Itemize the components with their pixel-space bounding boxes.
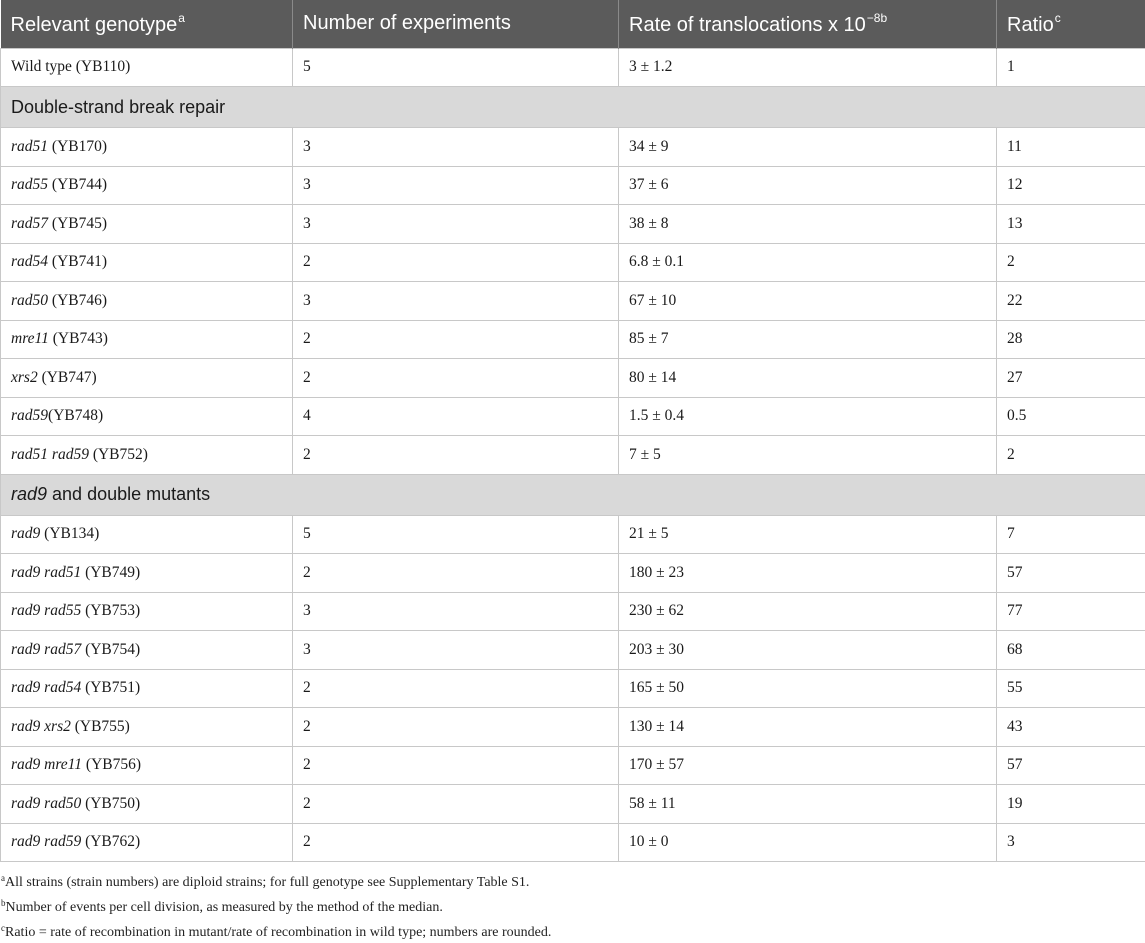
gene-name: rad9 [11, 484, 47, 504]
table-row [1, 205, 1145, 244]
cell-experiments: 3 [293, 631, 619, 670]
cell-rate: 10 ± 0 [619, 823, 997, 862]
gene-name: rad51 rad59 [11, 446, 89, 463]
cell-genotype [1, 592, 293, 631]
cell-ratio: 43 [997, 708, 1145, 747]
footnote-text: Number of events per cell division, as measured by the method of the median. [6, 900, 443, 915]
table-row [1, 320, 1145, 359]
gene-name: rad9 rad54 [11, 679, 81, 696]
header-experiments-label: Number of experiments [303, 12, 511, 34]
footnote-mark: a [1, 873, 5, 883]
footnote [1, 893, 1145, 918]
cell-ratio: 12 [997, 166, 1145, 205]
cell-genotype [1, 205, 293, 244]
cell-rate: 37 ± 6 [619, 166, 997, 205]
strain-text: (YB747) [38, 369, 97, 386]
cell-ratio: 7 [997, 515, 1145, 554]
header-row [1, 0, 1145, 48]
cell-genotype [1, 320, 293, 359]
section-label [1, 87, 1145, 128]
cell-rate: 21 ± 5 [619, 515, 997, 554]
cell-ratio: 3 [997, 823, 1145, 862]
cell-rate: 230 ± 62 [619, 592, 997, 631]
cell-genotype [1, 515, 293, 554]
cell-genotype [1, 554, 293, 593]
cell-rate: 180 ± 23 [619, 554, 997, 593]
cell-experiments: 3 [293, 166, 619, 205]
strain-text: and double mutants [47, 484, 210, 504]
gene-name: xrs2 [11, 369, 38, 386]
strain-text: (YB748) [48, 407, 103, 424]
cell-experiments: 2 [293, 320, 619, 359]
header-ratio-sup: c [1055, 11, 1061, 25]
cell-ratio: 27 [997, 359, 1145, 398]
table-row [1, 166, 1145, 205]
table-row [1, 554, 1145, 593]
table-row [1, 359, 1145, 398]
footnote-mark: b [1, 898, 6, 908]
cell-rate: 80 ± 14 [619, 359, 997, 398]
strain-text: Double-strand break repair [11, 97, 225, 117]
cell-rate: 203 ± 30 [619, 631, 997, 670]
header-genotype-sup: a [178, 11, 185, 25]
cell-ratio: 0.5 [997, 397, 1145, 436]
cell-rate: 34 ± 9 [619, 128, 997, 167]
cell-rate: 85 ± 7 [619, 320, 997, 359]
strain-text: (YB755) [71, 718, 130, 735]
table-row [1, 436, 1145, 475]
cell-rate: 38 ± 8 [619, 205, 997, 244]
footnote-text: All strains (strain numbers) are diploid strains; for full genotype see Supplementary Table S1. [5, 875, 529, 890]
cell-ratio: 77 [997, 592, 1145, 631]
header-genotype [1, 0, 293, 48]
table-row [1, 592, 1145, 631]
gene-name: rad9 rad55 [11, 602, 81, 619]
cell-experiments: 5 [293, 48, 619, 87]
cell-ratio: 11 [997, 128, 1145, 167]
cell-rate: 170 ± 57 [619, 746, 997, 785]
cell-genotype [1, 823, 293, 862]
gene-name: rad54 [11, 253, 48, 270]
strain-text: (YB750) [81, 795, 140, 812]
table-row [1, 746, 1145, 785]
cell-rate: 7 ± 5 [619, 436, 997, 475]
table-row [1, 669, 1145, 708]
header-genotype-label: Relevant genotype [11, 14, 178, 36]
gene-name: rad9 mre11 [11, 756, 82, 773]
cell-rate: 3 ± 1.2 [619, 48, 997, 87]
cell-experiments: 2 [293, 746, 619, 785]
gene-name: rad9 rad57 [11, 641, 81, 658]
cell-experiments: 3 [293, 128, 619, 167]
table-row [1, 128, 1145, 167]
cell-experiments: 4 [293, 397, 619, 436]
cell-ratio: 2 [997, 436, 1145, 475]
cell-genotype [1, 631, 293, 670]
cell-rate: 67 ± 10 [619, 282, 997, 321]
cell-genotype [1, 166, 293, 205]
gene-name: rad9 rad59 [11, 833, 81, 850]
cell-rate: 6.8 ± 0.1 [619, 243, 997, 282]
table-row [1, 708, 1145, 747]
table-row [1, 282, 1145, 321]
strain-text: (YB754) [81, 641, 140, 658]
footnote-mark: c [1, 923, 5, 933]
table-row [1, 631, 1145, 670]
cell-genotype [1, 397, 293, 436]
cell-experiments: 2 [293, 785, 619, 824]
cell-experiments: 2 [293, 359, 619, 398]
header-rate-exponent: −8b [867, 11, 887, 25]
cell-experiments: 2 [293, 708, 619, 747]
strain-text: (YB134) [40, 525, 99, 542]
footnote-text: Ratio = rate of recombination in mutant/rate of recombination in wild type; numbers are rounded. [5, 925, 551, 940]
table-row [1, 823, 1145, 862]
cell-experiments: 2 [293, 823, 619, 862]
cell-genotype [1, 48, 293, 87]
footnotes [0, 868, 1145, 943]
cell-rate: 165 ± 50 [619, 669, 997, 708]
cell-experiments: 2 [293, 554, 619, 593]
cell-rate: 58 ± 11 [619, 785, 997, 824]
cell-ratio: 13 [997, 205, 1145, 244]
gene-name: rad59 [11, 407, 48, 424]
header-ratio [997, 0, 1145, 48]
gene-name: mre11 [11, 330, 49, 347]
gene-name: rad9 [11, 525, 40, 542]
cell-genotype [1, 128, 293, 167]
header-experiments [293, 0, 619, 48]
cell-ratio: 55 [997, 669, 1145, 708]
strain-text: Wild type (YB110) [11, 58, 130, 75]
gene-name: rad9 xrs2 [11, 718, 71, 735]
header-ratio-label: Ratio [1007, 14, 1054, 36]
strain-text: (YB762) [81, 833, 140, 850]
strain-text: (YB745) [48, 215, 107, 232]
strain-text: (YB744) [48, 176, 107, 193]
strain-text: (YB746) [48, 292, 107, 309]
cell-ratio: 57 [997, 746, 1145, 785]
table-body [1, 48, 1145, 862]
header-rate [619, 0, 997, 48]
cell-genotype [1, 359, 293, 398]
cell-experiments: 2 [293, 669, 619, 708]
cell-ratio: 2 [997, 243, 1145, 282]
cell-ratio: 1 [997, 48, 1145, 87]
cell-genotype [1, 436, 293, 475]
cell-experiments: 3 [293, 205, 619, 244]
gene-name: rad51 [11, 138, 48, 155]
cell-ratio: 19 [997, 785, 1145, 824]
cell-genotype [1, 243, 293, 282]
cell-ratio: 28 [997, 320, 1145, 359]
strain-text: (YB743) [49, 330, 108, 347]
cell-rate: 1.5 ± 0.4 [619, 397, 997, 436]
cell-genotype [1, 785, 293, 824]
gene-name: rad9 rad51 [11, 564, 81, 581]
table-row [1, 515, 1145, 554]
footnote [1, 868, 1145, 893]
cell-experiments: 3 [293, 282, 619, 321]
strain-text: (YB741) [48, 253, 107, 270]
gene-name: rad50 [11, 292, 48, 309]
cell-experiments: 2 [293, 243, 619, 282]
section-row [1, 87, 1145, 128]
cell-rate: 130 ± 14 [619, 708, 997, 747]
strain-text: (YB756) [82, 756, 141, 773]
table-row [1, 397, 1145, 436]
footnote [1, 918, 1145, 943]
strain-text: (YB170) [48, 138, 107, 155]
cell-ratio: 68 [997, 631, 1145, 670]
table-row [1, 48, 1145, 87]
cell-experiments: 3 [293, 592, 619, 631]
cell-experiments: 5 [293, 515, 619, 554]
section-row [1, 474, 1145, 515]
strain-text: (YB753) [81, 602, 140, 619]
gene-name: rad9 rad50 [11, 795, 81, 812]
gene-name: rad55 [11, 176, 48, 193]
strain-text: (YB749) [81, 564, 140, 581]
cell-ratio: 57 [997, 554, 1145, 593]
cell-genotype [1, 282, 293, 321]
table-row [1, 785, 1145, 824]
gene-name: rad57 [11, 215, 48, 232]
table-row [1, 243, 1145, 282]
cell-genotype [1, 669, 293, 708]
cell-genotype [1, 708, 293, 747]
header-rate-label: Rate of translocations x 10 [629, 14, 866, 36]
section-label [1, 474, 1145, 515]
cell-experiments: 2 [293, 436, 619, 475]
cell-genotype [1, 746, 293, 785]
strain-text: (YB752) [89, 446, 148, 463]
strain-text: (YB751) [81, 679, 140, 696]
cell-ratio: 22 [997, 282, 1145, 321]
